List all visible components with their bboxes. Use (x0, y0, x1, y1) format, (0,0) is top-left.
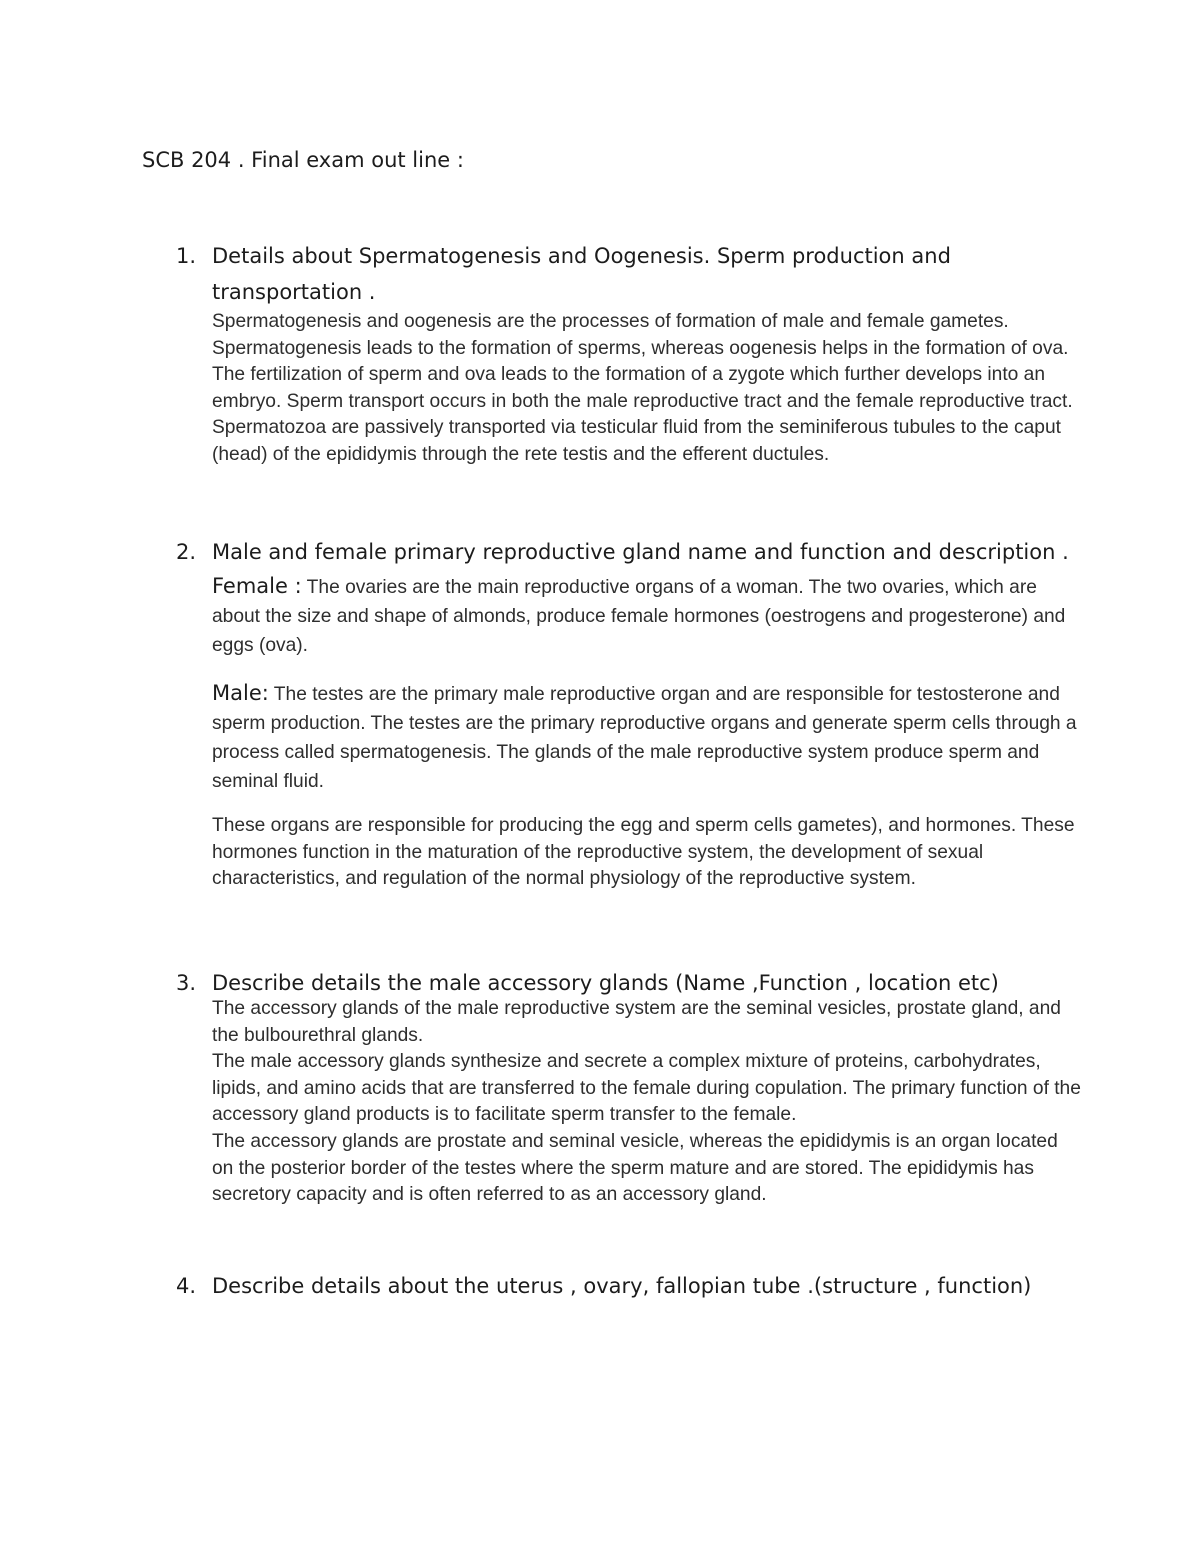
item-paragraph: Spermatogenesis and oogenesis are the processes of formation of male and female gametes. Spermatogenesis leads to the formation of sperms, whereas oogenesis helps in the formation of ova. The fertilization of sperm and ova leads to the formation of a zygote which further develops into an embryo. Sperm transport occurs in both the male reproductive tract and the female reproductive tract. Spermatozoa are passively transported via testicular fluid from the seminiferous tubules to the caput (head) of the epididymis through the rete testis and the efferent ductules. (212, 311, 1073, 465)
male-paragraph (212, 679, 1082, 797)
male-text: The testes are the primary male reproductive organ and are responsible for testosterone and sperm production. The testes are the primary reproductive organs and generate sperm cells through a process called spermatogenesis. The glands of the male reproductive system produce sperm and seminal fluid. (212, 684, 1077, 792)
item-number: 1. (176, 244, 197, 268)
female-label: Female : (212, 574, 302, 598)
item-body (212, 238, 1082, 469)
item-body (212, 534, 1082, 893)
female-paragraph (212, 572, 1082, 661)
male-label: Male: (212, 681, 269, 705)
item-heading: Describe details about the uterus , ovary, fallopian tube .(structure , function) (212, 1274, 1032, 1298)
item-heading: Details about Spermatogenesis and Oogenesis. Sperm production and transportation . (212, 244, 951, 304)
item-heading: Male and female primary reproductive gland name and function and description . (212, 540, 1069, 564)
item-paragraph: These organs are responsible for producing the egg and sperm cells gametes), and hormones. These hormones function in the maturation of the reproductive system, the development of sexual characteristics, and regulation of the normal physiology of the reproductive system. (212, 815, 1075, 890)
item-body (212, 1268, 1082, 1304)
item-number: 3. (176, 971, 197, 995)
item-body (212, 965, 1082, 1209)
item-number: 4. (176, 1274, 197, 1298)
item-paragraph: The accessory glands of the male reproductive system are the seminal vesicles, prostate gland, and the bulbourethral glands. (212, 998, 1061, 1046)
item-number: 2. (176, 540, 197, 564)
item-heading: Describe details the male accessory glands (Name ,Function , location etc) (212, 971, 999, 995)
item-paragraph: The male accessory glands synthesize and secrete a complex mixture of proteins, carbohydrates, lipids, and amino acids that are transferred to the female during copulation. The primary function of the accessory gland products is to facilitate sperm transfer to the female. (212, 1051, 1081, 1126)
item-paragraph: The accessory glands are prostate and seminal vesicle, whereas the epididymis is an organ located on the posterior border of the testes where the sperm mature and are stored. The epididymis has secretory capacity and is often referred to as an accessory gland. (212, 1130, 1058, 1206)
page-title: SCB 204 . Final exam out line : (142, 148, 464, 172)
female-text: The ovaries are the main reproductive organs of a woman. The two ovaries, which are about the size and shape of almonds, produce female hormones (oestrogens and progesterone) and eggs (ova). (212, 577, 1066, 656)
